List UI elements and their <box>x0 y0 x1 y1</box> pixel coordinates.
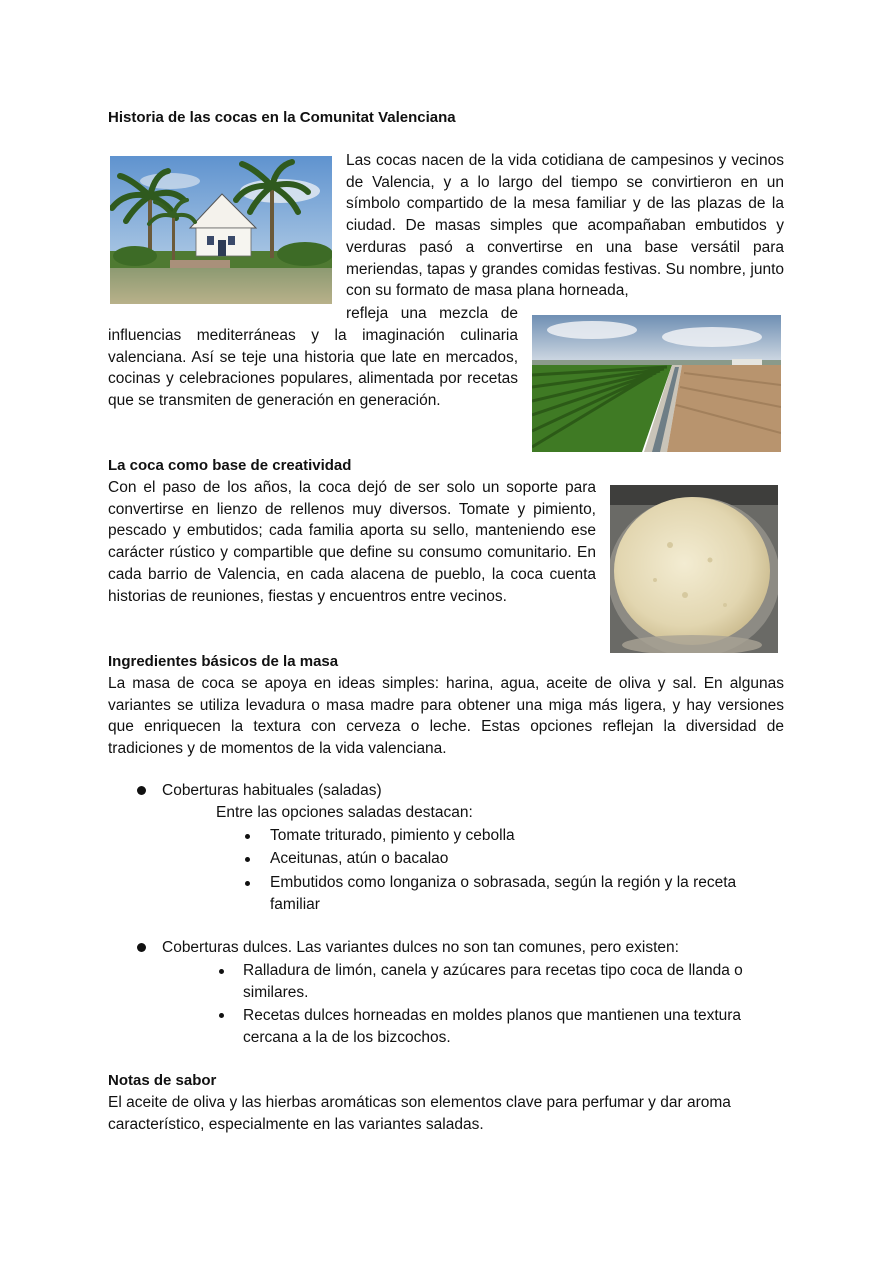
dough-photo <box>610 485 778 653</box>
paragraph-historia-part1: Las cocas nacen de la vida cotidiana de campesinos y vecinos de Valencia, y a lo largo del tiempo se convirtieron en un símbolo compartido de la mesa familiar y de las plazas de la ciudad. De masas simples que acompañaban embutidos y verduras pasó a convertirse en una base versátil para meriendas, tapas y grandes comidas festivas. Su nombre, junto con su formato de masa plana horneada, <box>346 152 784 300</box>
bullet-icon <box>219 969 224 974</box>
bullet-icon <box>245 857 250 862</box>
paragraph-ingredientes: La masa de coca se apoya en ideas simples: harina, agua, aceite de oliva y sal. En algunas variantes se utiliza levadura o masa madre para obtener una miga más ligera, y hay versiones que enriquecen la textura con cerveza o leche. Estas opciones reflejan la diversidad de tradiciones y de momentos de la vida valenciana. <box>108 675 784 758</box>
huerta-fields-photo <box>532 315 781 452</box>
paragraph-historia-part2: refleja una mezcla de <box>346 305 518 322</box>
paragraph-historia-part3: influencias mediterráneas y la imaginación culinaria valenciana. Así se teje una historia que late en mercados, cocinas y celebraciones populares, alimentada por recetas que se transmiten de generación en generación. <box>108 327 518 410</box>
list-item-saladas: Coberturas habituales (saladas) <box>162 782 382 799</box>
sublist-item: Aceitunas, atún o bacalao <box>270 850 449 867</box>
paragraph-creatividad: Con el paso de los años, la coca dejó de ser solo un soporte para convertirse en lienzo de rellenos muy diversos. Tomate y pimiento, pescado y embutidos; cada familia aporta su sello, manteniendo ese carácter rústico y compartible que define su consumo comunitario. En cada barrio de Valencia, en cada alacena de pueblo, la coca cuenta historias de reuniones, fiestas y encuentros entre vecinos. <box>108 479 596 605</box>
bullet-icon <box>137 786 146 795</box>
bullet-icon <box>219 1013 224 1018</box>
list-item-saladas-intro: Entre las opciones saladas destacan: <box>216 804 473 821</box>
sublist-item: Embutidos como longaniza o sobrasada, según la región y la receta familiar <box>270 874 737 913</box>
paragraph-sabor: El aceite de oliva y las hierbas aromáticas son elementos clave para perfumar y dar aroma característico, especialmente en las variantes saladas. <box>108 1094 731 1133</box>
barraca-photo <box>110 156 332 304</box>
section-title-creatividad: La coca como base de creatividad <box>108 457 352 474</box>
sublist-item: Recetas dulces horneadas en moldes planos que mantienen una textura cercana a la de los bizcochos. <box>243 1007 742 1046</box>
sublist-item: Tomate triturado, pimiento y cebolla <box>270 827 515 844</box>
bullet-icon <box>245 834 250 839</box>
bullet-icon <box>137 943 146 952</box>
sublist-item: Ralladura de limón, canela y azúcares para recetas tipo coca de llanda o similares. <box>243 962 743 1001</box>
section-title-ingredientes: Ingredientes básicos de la masa <box>108 653 339 670</box>
section-title-sabor: Notas de sabor <box>108 1072 217 1089</box>
section-title-historia: Historia de las cocas en la Comunitat Valenciana <box>108 109 456 126</box>
list-item-dulces: Coberturas dulces. Las variantes dulces no son tan comunes, pero existen: <box>162 939 679 956</box>
bullet-icon <box>245 881 250 886</box>
